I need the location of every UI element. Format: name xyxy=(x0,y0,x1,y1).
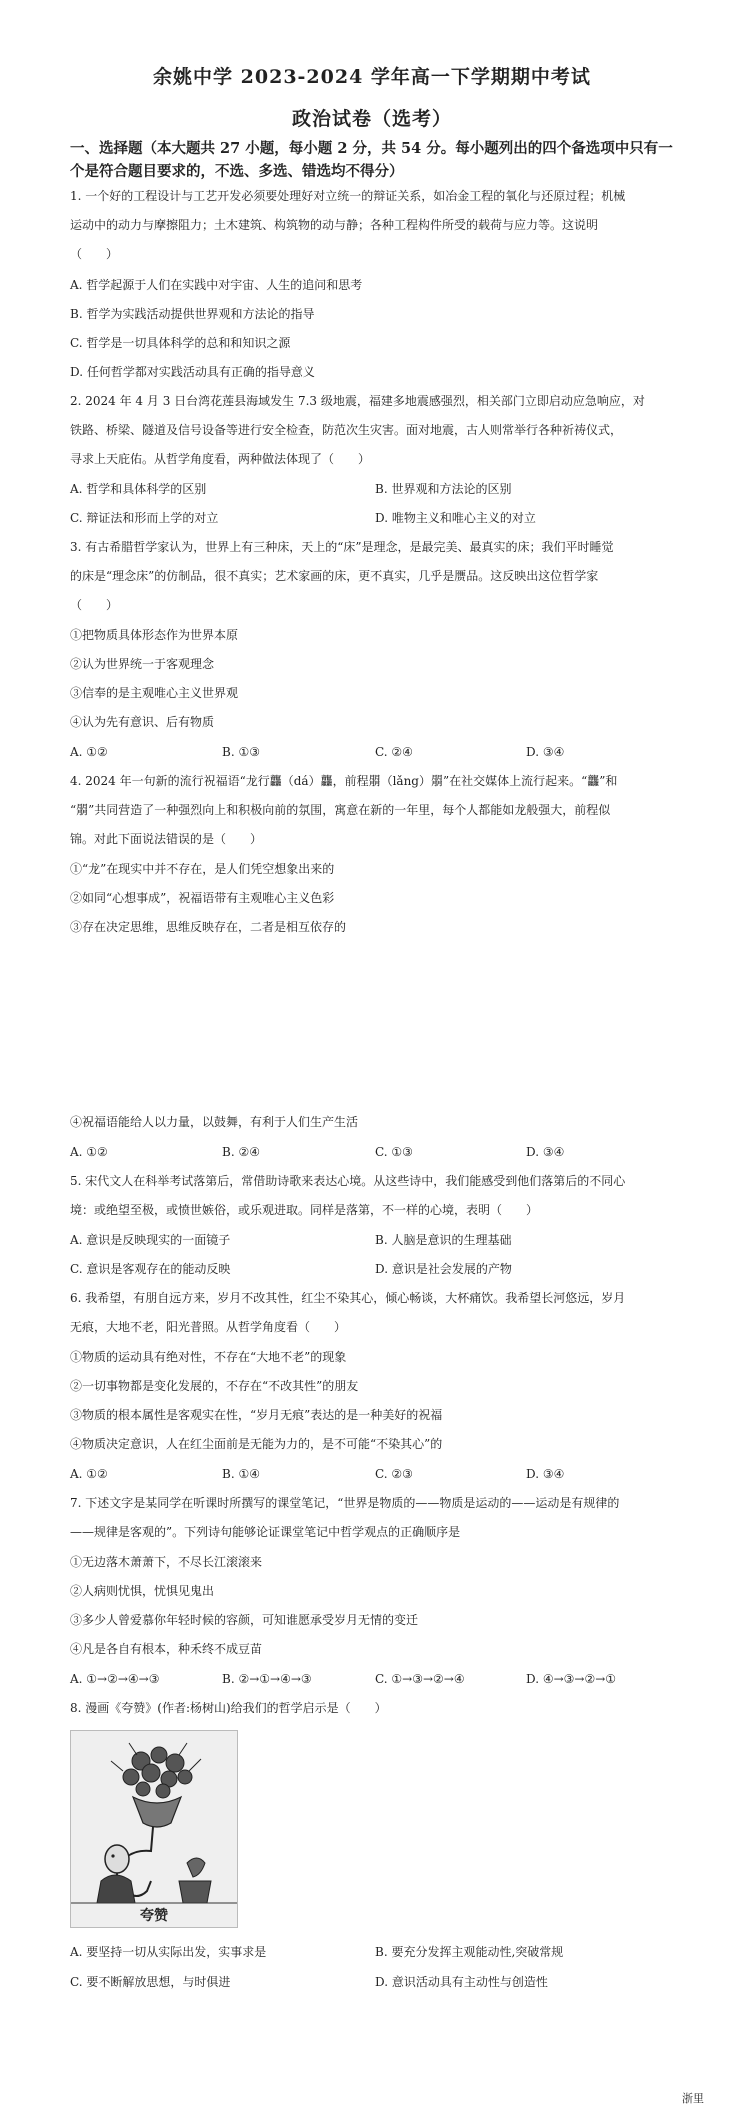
question-2-line: 寻求上天庇佑。从哲学角度看，两种做法体现了（ ） xyxy=(70,452,371,466)
question-6-line: 6. 我希望，有朋自远方来，岁月不改其性，红尘不染其心，倾心畅谈，大杯痛饮。我希望长河悠远，岁月 xyxy=(70,1291,626,1305)
q6-statement: ③物质的根本属性是客观实在性，“岁月无痕”表达的是一种美好的祝福 xyxy=(70,1408,443,1422)
q3-option-b[interactable]: B. ①③ xyxy=(222,745,260,759)
q2-option-d[interactable]: D. 唯物主义和唯心主义的对立 xyxy=(375,511,536,525)
question-1-line: （ ） xyxy=(70,247,119,261)
q1-option-b[interactable]: B. 哲学为实践活动提供世界观和方法论的指导 xyxy=(70,307,315,321)
cartoon-drawing xyxy=(71,1731,237,1927)
q5-option-d[interactable]: D. 意识是社会发展的产物 xyxy=(375,1262,512,1276)
q1-option-d[interactable]: D. 任何哲学都对实践活动具有正确的指导意义 xyxy=(70,365,315,379)
question-7-line: 7. 下述文字是某同学在听课时所撰写的课堂笔记，“世界是物质的——物质是运动的——运动是有规律的 xyxy=(70,1496,620,1510)
cartoon-image xyxy=(70,1730,238,1928)
q7-statement: ①无边落木萧萧下，不尽长江滚滚来 xyxy=(70,1555,263,1569)
q6-option-d[interactable]: D. ③④ xyxy=(526,1467,565,1481)
q4-option-b[interactable]: B. ②④ xyxy=(222,1145,260,1159)
q8-option-b[interactable]: B. 要充分发挥主观能动性,突破常规 xyxy=(375,1945,564,1959)
q3-option-c[interactable]: C. ②④ xyxy=(375,745,413,759)
question-6-line: 无痕，大地不老，阳光普照。从哲学角度看（ ） xyxy=(70,1320,347,1334)
q2-option-b[interactable]: B. 世界观和方法论的区别 xyxy=(375,482,512,496)
q7-option-b[interactable]: B. ②→①→④→③ xyxy=(222,1672,312,1686)
question-4-line: 4. 2024 年一句新的流行祝福语“龙行龘（dá）龘，前程朤（lǎng）朤”在社交媒体上流行起来。“龘”和 xyxy=(70,774,618,788)
q3-statement: ③信奉的是主观唯心主义世界观 xyxy=(70,686,239,700)
question-2-line: 铁路、桥梁、隧道及信号设备等进行安全检查，防范次生灾害。面对地震，古人则常举行各种祈祷仪式， xyxy=(70,423,623,437)
question-5-line: 5. 宋代文人在科举考试落第后，常借助诗歌来表达心境。从这些诗中，我们能感受到他们落第后的不同心 xyxy=(70,1174,626,1188)
q6-statement: ④物质决定意识，人在红尘面前是无能为力的，是不可能“不染其心”的 xyxy=(70,1437,443,1451)
q7-option-a[interactable]: A. ①→②→④→③ xyxy=(70,1672,160,1686)
question-8-line: 8. 漫画《夸赞》(作者:杨树山)给我们的哲学启示是（ ） xyxy=(70,1701,387,1715)
cartoon-caption: 夸赞 xyxy=(140,1908,168,1924)
q3-statement: ④认为先有意识、后有物质 xyxy=(70,715,215,729)
exam-subtitle: 政治试卷（选考） xyxy=(291,108,452,130)
q8-option-c[interactable]: C. 要不断解放思想，与时俱进 xyxy=(70,1975,231,1989)
q3-statement: ②认为世界统一于客观理念 xyxy=(70,657,215,671)
q3-option-a[interactable]: A. ①② xyxy=(70,745,108,759)
q4-statement: ③存在决定思维，思维反映存在，二者是相互依存的 xyxy=(70,920,347,934)
q1-option-a[interactable]: A. 哲学起源于人们在实践中对宇宙、人生的追问和思考 xyxy=(70,278,363,292)
q2-option-a[interactable]: A. 哲学和具体科学的区别 xyxy=(70,482,207,496)
question-4-line: 锦。对此下面说法错误的是（ ） xyxy=(70,832,263,846)
q3-option-d[interactable]: D. ③④ xyxy=(526,745,565,759)
q8-option-d[interactable]: D. 意识活动具有主动性与创造性 xyxy=(375,1975,548,1989)
question-3-line: 3. 有古希腊哲学家认为，世界上有三种床，天上的“床”是理念，是最完美、最真实的床；我们平时睡觉 xyxy=(70,540,614,554)
q6-statement: ②一切事物都是变化发展的，不存在“不改其性”的朋友 xyxy=(70,1379,359,1393)
q6-option-a[interactable]: A. ①② xyxy=(70,1467,108,1481)
q4-statement: ①“龙”在现实中并不存在，是人们凭空想象出来的 xyxy=(70,862,335,876)
q6-option-b[interactable]: B. ①④ xyxy=(222,1467,260,1481)
q7-statement: ②人病则忧惧，忧惧见鬼出 xyxy=(70,1584,215,1598)
question-3-line: （ ） xyxy=(70,598,119,612)
q4-statement: ④祝福语能给人以力量，以鼓舞，有利于人们生产生活 xyxy=(70,1115,359,1129)
section-heading-line1: 一、选择题（本大题共 27 小题，每小题 2 分，共 54 分。每小题列出的四个备选项中只有一 xyxy=(70,140,673,157)
section-heading-line2: 个是符合题目要求的，不选、多选、错选均不得分） xyxy=(70,163,404,180)
question-3-line: 的床是“理念床”的仿制品，很不真实；艺术家画的床，更不真实，几乎是赝品。这反映出这位哲学家 xyxy=(70,569,599,583)
q2-option-c[interactable]: C. 辩证法和形而上学的对立 xyxy=(70,511,219,525)
q1-option-c[interactable]: C. 哲学是一切具体科学的总和和知识之源 xyxy=(70,336,291,350)
q7-option-d[interactable]: D. ④→③→②→① xyxy=(526,1672,617,1686)
q4-option-c[interactable]: C. ①③ xyxy=(375,1145,413,1159)
q7-statement: ③多少人曾爱慕你年轻时候的容颜，可知谁愿承受岁月无情的变迁 xyxy=(70,1613,419,1627)
q4-option-a[interactable]: A. ①② xyxy=(70,1145,108,1159)
q6-statement: ①物质的运动具有绝对性，不存在“大地不老”的现象 xyxy=(70,1350,347,1364)
q5-option-c[interactable]: C. 意识是客观存在的能动反映 xyxy=(70,1262,231,1276)
q4-statement: ②如同“心想事成”，祝福语带有主观唯心主义色彩 xyxy=(70,891,335,905)
q4-option-d[interactable]: D. ③④ xyxy=(526,1145,565,1159)
q7-option-c[interactable]: C. ①→③→②→④ xyxy=(375,1672,465,1686)
question-2-line: 2. 2024 年 4 月 3 日台湾花莲县海域发生 7.3 级地震，福建多地震感强烈，相关部门立即启动应急响应，对 xyxy=(70,394,645,408)
exam-title: 余姚中学 2023-2024 学年高一下学期期中考试 xyxy=(153,66,591,88)
q7-statement: ④凡是各自有根本，种禾终不成豆苗 xyxy=(70,1642,263,1656)
question-7-line: ——规律是客观的”。下列诗句能够论证课堂笔记中哲学观点的正确顺序是 xyxy=(70,1525,461,1539)
q6-option-c[interactable]: C. ②③ xyxy=(375,1467,413,1481)
question-1-line: 1. 一个好的工程设计与工艺开发必须要处理好对立统一的辩证关系，如冶金工程的氧化与还原过程；机械 xyxy=(70,189,626,203)
question-5-line: 境：或绝望至极，或愤世嫉俗，或乐观进取。同样是落第，不一样的心境，表明（ ） xyxy=(70,1203,539,1217)
q3-statement: ①把物质具体形态作为世界本原 xyxy=(70,628,239,642)
q5-option-a[interactable]: A. 意识是反映现实的一面镜子 xyxy=(70,1233,231,1247)
q8-option-a[interactable]: A. 要坚持一切从实际出发，实事求是 xyxy=(70,1945,267,1959)
question-4-line: “朤”共同营造了一种强烈向上和积极向前的氛围，寓意在新的一年里，每个人都能如龙般强大，前程似 xyxy=(70,803,611,817)
q5-option-b[interactable]: B. 人脑是意识的生理基础 xyxy=(375,1233,512,1247)
footer-watermark: 浙里 xyxy=(682,2092,704,2105)
question-1-line: 运动中的动力与摩擦阻力；土木建筑、构筑物的动与静；各种工程构件所受的载荷与应力等。这说明 xyxy=(70,218,599,232)
